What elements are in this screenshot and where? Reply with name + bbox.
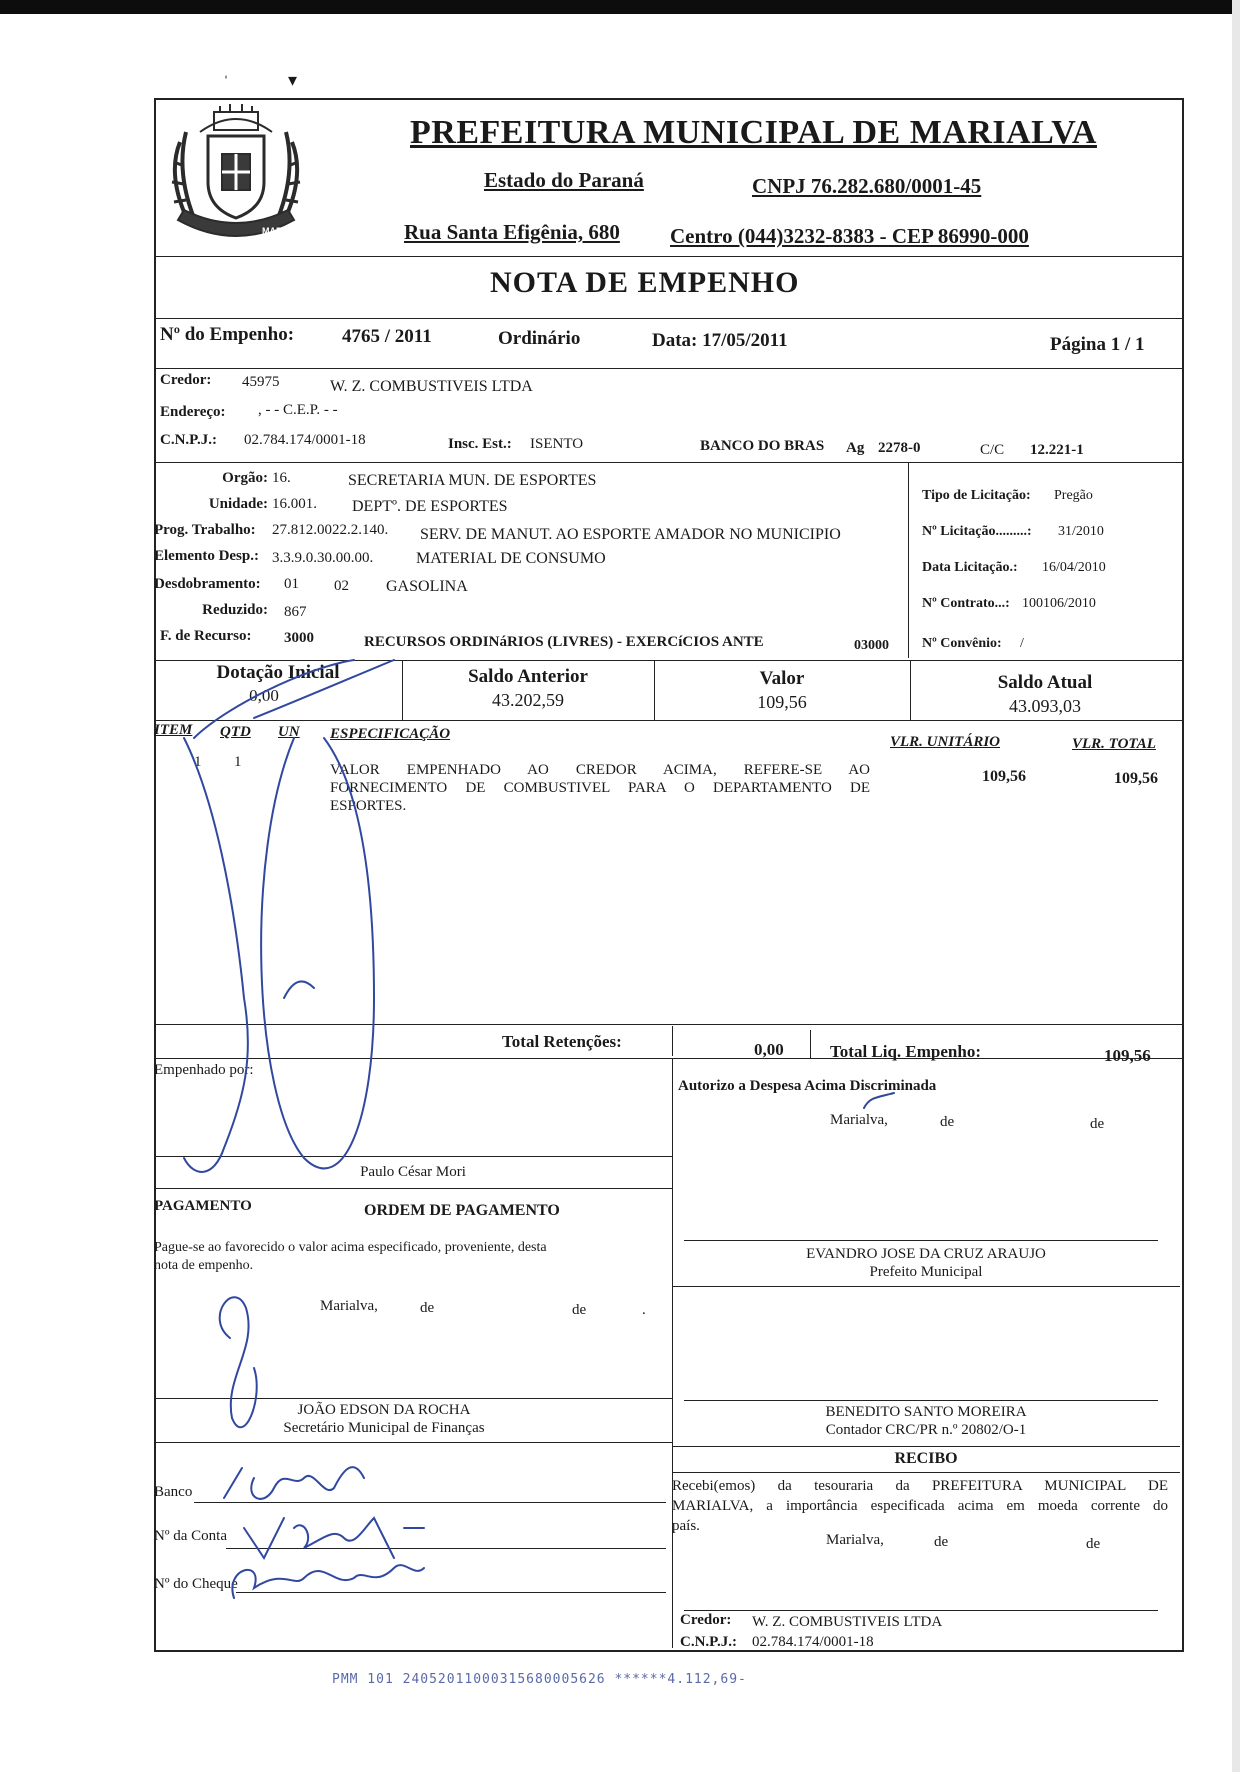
credor-code: 45975: [242, 374, 280, 390]
numero-licitacao-label: Nº Licitação.........:: [922, 524, 1032, 539]
item-description-line-1: VALOR EMPENHADO AO CREDOR ACIMA, REFERE-SE AO: [330, 762, 870, 778]
total-retencoes-label: Total Retenções:: [502, 1032, 622, 1051]
orgao-label: Orgão:: [222, 470, 268, 486]
autorizo-city: Marialva,: [830, 1112, 888, 1128]
tipo-licitacao-label: Tipo de Licitação:: [922, 488, 1031, 503]
unidade-code: 16.001.: [272, 496, 317, 512]
column-header-vlr-total: VLR. TOTAL: [1072, 736, 1156, 752]
pagamento-text-line-2: nota de empenho.: [154, 1258, 254, 1273]
contador-name: BENEDITO SANTO MOREIRA: [825, 1404, 1027, 1420]
recibo-title: RECIBO: [894, 1450, 958, 1467]
conta-handwriting: [244, 1518, 424, 1558]
credor-cnpj: 02.784.174/0001-18: [244, 432, 366, 448]
tipo-licitacao-value: Pregão: [1054, 488, 1093, 503]
scan-right-edge: [1232, 0, 1240, 1772]
total-liquido-label: Total Liq. Empenho:: [830, 1042, 981, 1061]
column-header-un: UN: [278, 724, 300, 740]
dotacao-strike: [194, 660, 394, 738]
empenho-number-label: Nº do Empenho:: [160, 324, 295, 345]
recibo-text-line-3: país.: [672, 1518, 700, 1534]
credor-address-label: Endereço:: [160, 404, 226, 420]
credor-cnpj-label: C.N.P.J.:: [160, 432, 217, 448]
item-total-value: 109,56: [1114, 770, 1158, 787]
secretario-signature: [220, 1297, 257, 1427]
credor-label: Credor:: [160, 372, 212, 388]
handwritten-signatures: [154, 98, 1182, 1650]
numero-contrato-value: 100106/2010: [1022, 596, 1096, 611]
elemento-desp-code: 3.3.9.0.30.00.00.: [272, 550, 374, 566]
item-number: 1: [194, 754, 202, 770]
page-number: Página 1 / 1: [1050, 334, 1145, 355]
total-retencoes-value: 0,00: [754, 1040, 784, 1059]
autorizo-de-2: de: [1090, 1116, 1105, 1132]
numero-cheque-label: Nº do Cheque: [154, 1576, 238, 1592]
state-name: Estado do Paraná: [484, 168, 644, 192]
numero-conta-label: Nº da Conta: [154, 1528, 227, 1544]
pagamento-text-line-1: Pague-se ao favorecido o valor acima especificado, proveniente, desta: [154, 1240, 547, 1255]
column-header-item: ITEM: [154, 722, 193, 738]
credor-name: W. Z. COMBUSTIVEIS LTDA: [330, 378, 533, 395]
autorizo-mark: [864, 1093, 894, 1108]
fonte-recurso-name: RECURSOS ORDINáRIOS (LIVRES) - EXERCíCIOS ANTE: [364, 634, 764, 650]
item-description-line-3: ESPORTES.: [330, 798, 407, 814]
authentication-code: PMM 101 24052011000315680005626 ******4.112,69-: [332, 1672, 747, 1687]
data-licitacao-value: 16/04/2010: [1042, 560, 1106, 575]
column-header-vlr-unitario: VLR. UNITÁRIO: [890, 734, 1001, 750]
scan-mark: ▾: [288, 70, 298, 90]
recibo-text-line-2: MARIALVA, a importância especificada acima em moeda corrente do: [672, 1498, 1168, 1514]
pagamento-city: Marialva,: [320, 1298, 378, 1314]
scan-top-edge: [0, 0, 1240, 14]
municipality-title: PREFEITURA MUNICIPAL DE MARIALVA: [410, 114, 1097, 151]
desdobramento-label: Desdobramento:: [154, 576, 261, 592]
valor-label: Valor: [759, 668, 805, 689]
recibo-de-2: de: [1086, 1536, 1101, 1552]
empenhado-signature: [284, 981, 314, 998]
account-number: 12.221-1: [1030, 442, 1084, 458]
empenhado-signature: [184, 738, 248, 1172]
pagamento-date-end: .: [642, 1302, 646, 1318]
numero-convenio-label: Nº Convênio:: [922, 636, 1002, 651]
prog-trabalho-name: SERV. DE MANUT. AO ESPORTE AMADOR NO MUNICIPIO: [420, 526, 841, 543]
fonte-recurso-code: 3000: [284, 630, 314, 646]
dotacao-inicial-value: 0,00: [249, 686, 279, 705]
item-unit-value: 109,56: [982, 768, 1026, 785]
unidade-label: Unidade:: [208, 496, 268, 512]
empenho-type: Ordinário: [498, 328, 581, 349]
nota-de-empenho-document: [154, 98, 1182, 1650]
pagamento-de-2: de: [572, 1302, 587, 1318]
municipality-address-detail: Centro (044)3232-8383 - CEP 86990-000: [670, 224, 1029, 248]
autorizo-despesa-text: Autorizo a Despesa Acima Discriminada: [678, 1078, 937, 1094]
recibo-text-line-1: Recebi(emos) da tesouraria da PREFEITURA MUNICIPAL DE: [672, 1478, 1168, 1494]
municipality-address: Rua Santa Efigênia, 680: [404, 220, 620, 244]
document-title: NOTA DE EMPENHO: [490, 266, 800, 299]
recibo-city: Marialva,: [826, 1532, 884, 1548]
contador-role: Contador CRC/PR n.º 20802/O-1: [825, 1422, 1027, 1438]
valor-value: 109,56: [757, 692, 807, 712]
empenhado-signature: [261, 738, 374, 1168]
prefeito-name: EVANDRO JOSE DA CRUZ ARAUJO: [806, 1246, 1046, 1262]
empenho-number: 4765 / 2011: [342, 326, 432, 347]
crest-banner-text: MARIALVA: [262, 226, 309, 236]
recibo-cnpj-value: 02.784.174/0001-18: [752, 1634, 874, 1650]
fonte-recurso-code-2: 03000: [854, 638, 889, 653]
pagamento-de-1: de: [420, 1300, 435, 1316]
column-header-qtd: QTD: [220, 724, 251, 740]
numero-licitacao-value: 31/2010: [1058, 524, 1104, 539]
empenhado-por-name: Paulo César Mori: [360, 1164, 466, 1180]
numero-contrato-label: Nº Contrato...:: [922, 596, 1010, 611]
account-label: C/C: [980, 442, 1005, 458]
agency-label: Ag: [846, 440, 865, 456]
item-description-line-2: FORNECIMENTO DE COMBUSTIVEL PARA O DEPARTAMENTO DE: [330, 780, 870, 796]
credor-address: , - - C.E.P. - -: [258, 402, 338, 418]
desdobramento-name: GASOLINA: [386, 578, 468, 595]
municipality-cnpj: CNPJ 76.282.680/0001-45: [752, 174, 982, 198]
scan-mark: ˈ: [223, 72, 229, 92]
empenho-date: Data: 17/05/2011: [652, 330, 788, 351]
pagamento-label: PAGAMENTO: [154, 1198, 252, 1214]
agency-number: 2278-0: [878, 440, 921, 456]
saldo-atual-label: Saldo Atual: [997, 672, 1093, 693]
insc-est-label: Insc. Est.:: [448, 436, 512, 452]
saldo-anterior-label: Saldo Anterior: [468, 666, 588, 687]
desdobramento-code-2: 02: [334, 578, 349, 594]
banco-label: Banco: [154, 1484, 193, 1500]
numero-convenio-value: /: [1020, 636, 1024, 651]
prog-trabalho-code: 27.812.0022.2.140.: [272, 522, 389, 538]
unidade-name: DEPTº. DE ESPORTES: [352, 498, 508, 515]
total-liquido-value: 109,56: [1104, 1046, 1151, 1065]
prefeito-role: Prefeito Municipal: [869, 1264, 983, 1280]
recibo-cnpj-label: C.N.P.J.:: [680, 1634, 737, 1650]
autorizo-de-1: de: [940, 1114, 955, 1130]
recibo-de-1: de: [934, 1534, 949, 1550]
reduzido-label: Reduzido:: [202, 602, 268, 618]
empenhado-por-label: Empenhado por:: [154, 1062, 254, 1078]
data-licitacao-label: Data Licitação.:: [922, 560, 1018, 575]
cheque-handwriting: [232, 1565, 424, 1598]
bank-name: BANCO DO BRAS: [700, 438, 825, 454]
secretario-role: Secretário Municipal de Finanças: [283, 1420, 485, 1436]
ordem-pagamento-label: ORDEM DE PAGAMENTO: [364, 1202, 560, 1219]
orgao-code: 16.: [272, 470, 291, 486]
desdobramento-code-1: 01: [284, 576, 299, 592]
fonte-recurso-label: F. de Recurso:: [160, 628, 252, 644]
item-quantity: 1: [234, 754, 242, 770]
saldo-anterior-value: 43.202,59: [492, 690, 564, 710]
orgao-name: SECRETARIA MUN. DE ESPORTES: [348, 472, 597, 489]
elemento-desp-name: MATERIAL DE CONSUMO: [416, 550, 606, 567]
secretario-name: JOÃO EDSON DA ROCHA: [297, 1402, 471, 1418]
insc-est-value: ISENTO: [530, 436, 584, 452]
banco-handwriting: [224, 1467, 364, 1499]
recibo-credor-name: W. Z. COMBUSTIVEIS LTDA: [752, 1614, 943, 1630]
prog-trabalho-label: Prog. Trabalho:: [154, 522, 256, 538]
saldo-atual-value: 43.093,03: [1009, 696, 1081, 716]
column-header-especificacao: ESPECIFICAÇÃO: [330, 726, 451, 742]
elemento-desp-label: Elemento Desp.:: [154, 548, 259, 564]
dotacao-inicial-label: Dotação Inicial: [216, 662, 340, 683]
reduzido-code: 867: [284, 604, 307, 620]
recibo-credor-label: Credor:: [680, 1612, 732, 1628]
